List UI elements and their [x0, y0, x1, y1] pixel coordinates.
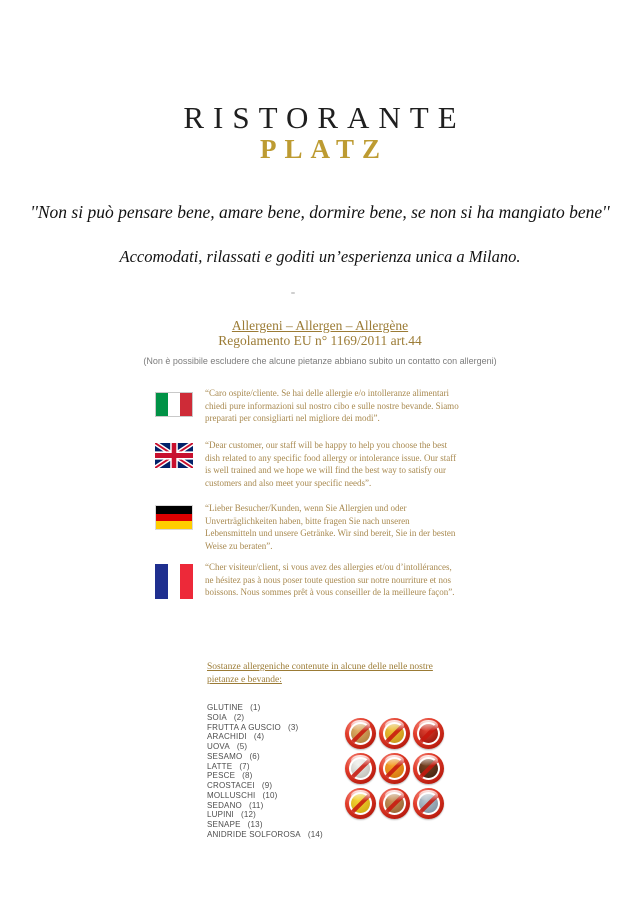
crab-icon — [413, 718, 444, 749]
soybeans-icon — [379, 718, 410, 749]
allergen-list-item: MOLLUSCHI (10) — [207, 790, 278, 800]
allergen-list-item: CROSTACEI (9) — [207, 781, 273, 790]
allergen-list-item: FRUTTA A GUSCIO (3) — [207, 722, 299, 732]
chocolate-nut-icon — [413, 753, 444, 784]
notice-italian: “Caro ospite/cliente. Se hai delle allergie e/o intolleranze alimentari chiedi pure informazioni sul nostro cibo e sulle nostre bevande. Siamo preparati per consigliarti nel migliore dei modi”. — [205, 388, 459, 424]
bread-gluten-icon — [345, 718, 376, 749]
allergen-list-item: SEDANO (11) — [207, 800, 264, 810]
france-flag — [155, 564, 193, 599]
garlic-mollusc-icon — [345, 753, 376, 784]
allergen-list-item: SENAPE (13) — [207, 820, 263, 829]
allergen-list-item: LUPINI (12) — [207, 810, 257, 820]
restaurant-name-platz: PLATZ — [259, 134, 388, 164]
allergen-list-item: SESAMO (6) — [207, 751, 260, 761]
regulation-line: Regolamento EU n° 1169/2011 art.44 — [218, 333, 422, 348]
notice-german: “Lieber Besucher/Kunden, wenn Sie Allergien und oder Unverträglichkeiten haben, bitte fragen Sie nach unseren Lebensmitteln und unsere Getränke. Wir sind bereit, Sie in der besten Weise zu beraten”. — [205, 503, 456, 551]
allergen-list — [207, 703, 323, 840]
italy-flag — [155, 392, 193, 417]
allergen-icon-grid — [345, 718, 444, 819]
hazelnut-icon — [379, 788, 410, 819]
lemon-icon — [345, 788, 376, 819]
orange-egg-icon — [379, 753, 410, 784]
allergen-list-heading: Sostanze allergeniche contenute in alcune delle nelle nostre pietanze e bevande: — [207, 662, 433, 685]
uk-flag — [155, 443, 193, 468]
tagline-quote: ''Non si può pensare bene, amare bene, dormire bene, se non si ha mangiato bene'' — [30, 202, 610, 222]
decorative-dot — [291, 292, 295, 294]
notice-french: “Cher visiteur/client, si vous avez des allergies et/ou d’intollérances, ne hésitez pas à nous poser toute question sur notre nourriture et nos boissons. Nous sommes prêt à vous conseiller de la meilleure façon”. — [205, 562, 455, 598]
allergen-list-item: PESCE (8) — [207, 771, 253, 781]
tagline-subtitle: Accomodati, rilassati e goditi un’esperienza unica a Milano. — [119, 247, 521, 266]
allergen-disclaimer: (Non è possibile escludere che alcune pietanze abbiano subito un contatto con allergeni) — [143, 356, 497, 366]
allergen-list-item: ARACHIDI (4) — [207, 732, 265, 742]
allergen-list-item: GLUTINE (1) — [207, 703, 261, 712]
restaurant-name: RISTORANTE — [183, 100, 466, 135]
germany-flag — [155, 505, 193, 530]
allergen-list-item: ANIDRIDE SOLFOROSA (14) — [207, 829, 323, 839]
notice-english: “Dear customer, our staff will be happy to help you choose the best dish related to any specific food allergy or intolerance issue. Our staff is well trained and we hope we will find the best way to satisfy our customers and also meet your specific needs”. — [205, 440, 457, 488]
shrimp-fish-icon — [413, 788, 444, 819]
allergen-list-item: UOVA (5) — [207, 742, 248, 751]
union-jack-icon — [155, 443, 193, 468]
allergen-list-item: SOIA (2) — [207, 712, 245, 722]
allergen-list-item: LATTE (7) — [207, 761, 250, 771]
allergen-section-title: Allergeni – Allergen – Allergène — [231, 318, 409, 333]
